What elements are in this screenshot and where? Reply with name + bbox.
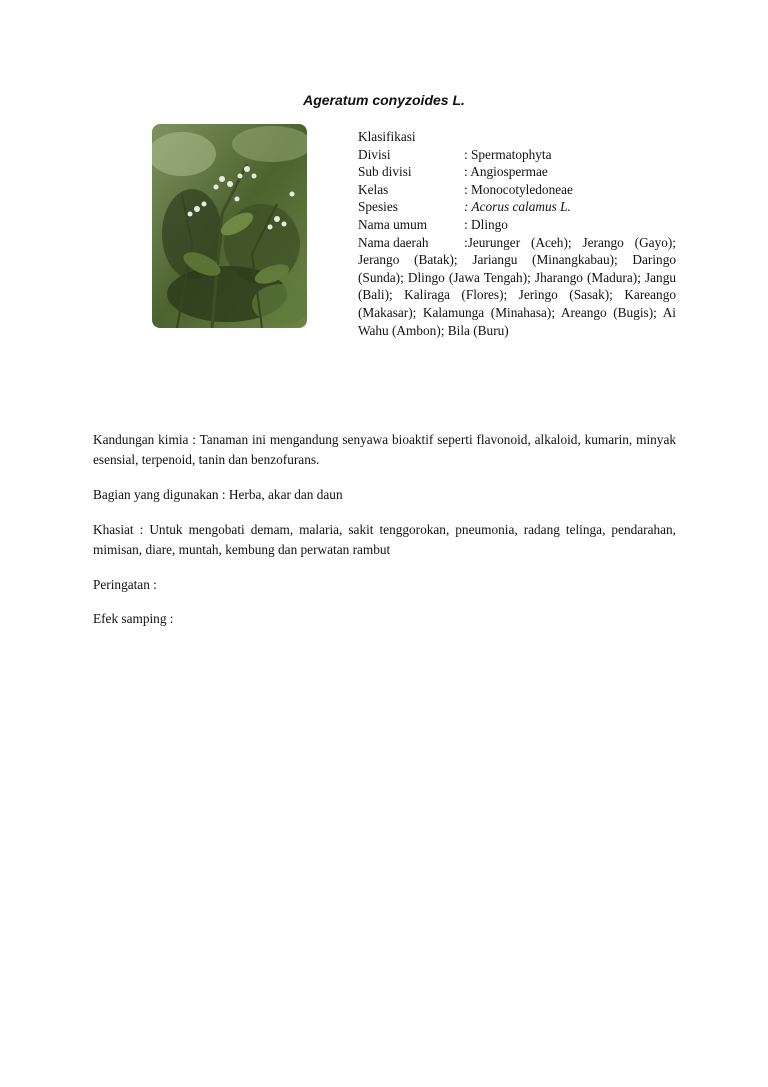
classification-row-nama-umum xyxy=(358,216,676,234)
row-label: Sub divisi xyxy=(358,164,412,180)
row-value: : Dlingo xyxy=(464,216,508,232)
classification-row-subdivisi xyxy=(358,163,676,181)
classification-heading: Klasifikasi xyxy=(358,129,416,144)
classification-row-kelas xyxy=(358,181,676,199)
regional-label: Nama daerah xyxy=(358,234,429,250)
document-title: Ageratum conyzoides L. xyxy=(303,92,465,108)
row-label: Kelas xyxy=(358,181,389,197)
classification-row-nama-daerah xyxy=(358,234,676,340)
plant-photo xyxy=(152,124,307,328)
classification-row-spesies xyxy=(358,198,676,216)
regional-value: :Jeurunger (Aceh); Jerango (Gayo); Jerango (Batak); Jariangu (Minangkabau); Daringo (Sunda); Dlingo (Jawa Tengah); Jharango (Madura); Jangu (Bali); Kaliraga (Flores); Jeringo (Sasak); Kareango (Makasar); Kalamunga (Minahasa); Areango (Bugis); Ai Wahu (Ambon); Bila (Buru) xyxy=(358,234,676,338)
row-label: Nama umum xyxy=(358,216,428,232)
row-label: Divisi xyxy=(358,146,391,162)
row-value: : Spermatophyta xyxy=(464,146,552,162)
row-value: : Acorus calamus L. xyxy=(464,199,571,215)
row-value: : Angiospermae xyxy=(464,164,548,180)
paragraph-peringatan: Peringatan : xyxy=(93,577,157,592)
paragraph-khasiat: Khasiat : Untuk mengobati demam, malaria, sakit tenggorokan, pneumonia, radang telinga, pendarahan, mimisan, diare, muntah, kembung dan perwatan rambut xyxy=(93,522,676,557)
plant-photo-icon xyxy=(152,124,307,328)
row-label: Spesies xyxy=(358,199,398,215)
classification-block xyxy=(358,128,676,339)
paragraph-efek-samping: Efek samping : xyxy=(93,611,174,626)
row-value: : Monocotyledoneae xyxy=(464,181,573,197)
paragraph-bagian: Bagian yang digunakan : Herba, akar dan daun xyxy=(93,487,343,502)
classification-row-divisi xyxy=(358,146,676,164)
paragraph-kandungan: Kandungan kimia : Tanaman ini mengandung senyawa bioaktif seperti flavonoid, alkaloid, kumarin, minyak esensial, terpenoid, tanin dan benzofurans. xyxy=(93,432,676,467)
